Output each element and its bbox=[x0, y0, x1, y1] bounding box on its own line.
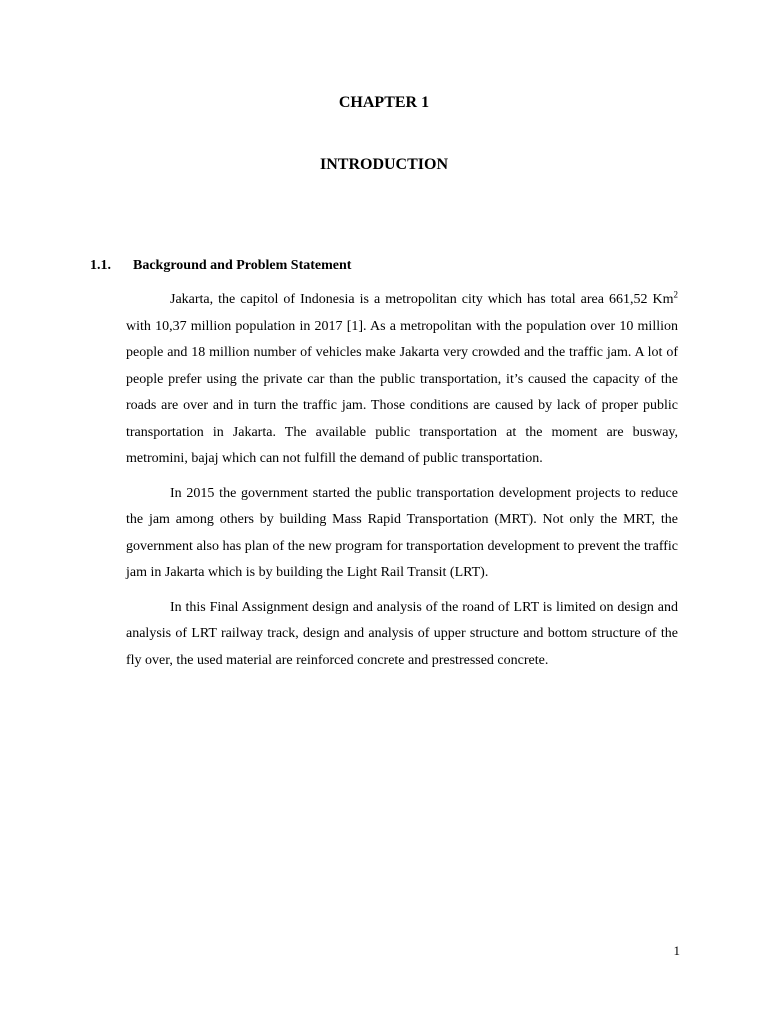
paragraph-1-part-b: with 10,37 million population in 2017 [1]. As a metropolitan with the population over 10 million people and 18 million number of vehicles make Jakarta very crowded and the traffic jam. A lot of people prefer using the private car than the public transportation, it’s caused the capacity of the roads are over and in turn the traffic jam. Those conditions are caused by lack of proper public transportation in Jakarta. The available public transportation at the moment are busway, metromini, bajaj which can not fulfill the demand of public transportation. bbox=[126, 318, 678, 466]
superscript-2: 2 bbox=[673, 289, 678, 300]
paragraph-2: In 2015 the government started the public transportation development projects to reduce the jam among others by building Mass Rapid Transportation (MRT). Not only the MRT, the government also has plan of the new program for transportation development to prevent the traffic jam in Jakarta which is by building the Light Rail Transit (LRT). bbox=[126, 485, 678, 580]
section-heading bbox=[90, 257, 351, 275]
paragraph-1 bbox=[126, 287, 678, 473]
paragraph-3: In this Final Assignment design and analysis of the roand of LRT is limited on design and analysis of LRT railway track, design and analysis of upper structure and bottom structure of the fly over, the used material are reinforced concrete and prestressed concrete. bbox=[126, 599, 678, 668]
page-number: 1 bbox=[673, 943, 680, 958]
chapter-title: INTRODUCTION bbox=[319, 156, 448, 173]
chapter-label: CHAPTER 1 bbox=[338, 94, 430, 111]
section-number: 1.1. bbox=[90, 258, 111, 273]
paragraph-1-part-a: Jakarta, the capitol of Indonesia is a metropolitan city which has total area 661,52 Km bbox=[170, 292, 674, 307]
section-title: Background and Problem Statement bbox=[133, 258, 352, 273]
body-text bbox=[126, 287, 678, 682]
